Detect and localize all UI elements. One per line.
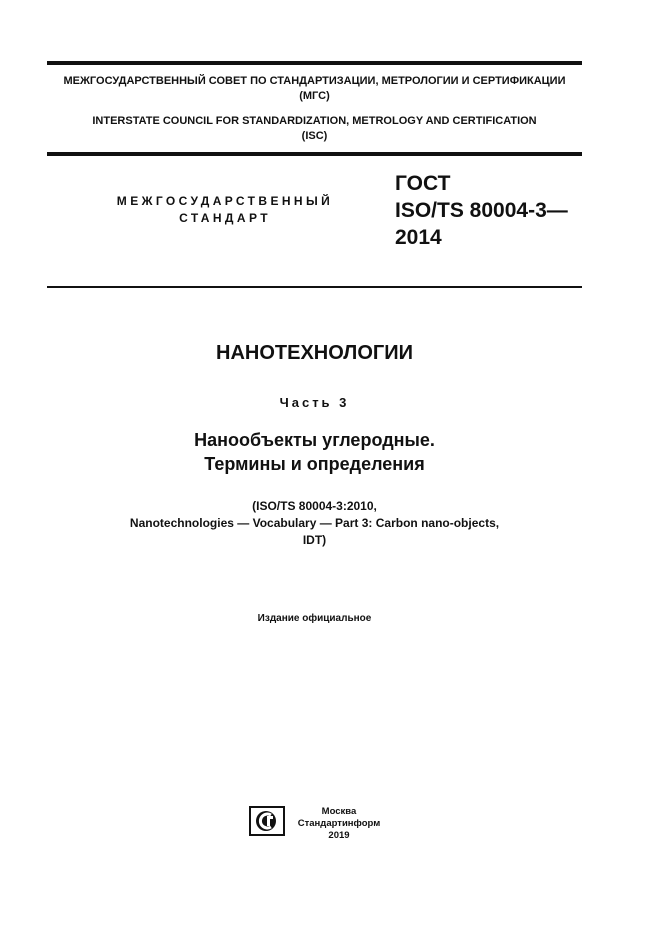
- iso-ref-line3: IDT): [302, 533, 327, 547]
- gost-line1: ГОСТ: [395, 172, 451, 195]
- council-rule: [47, 152, 582, 156]
- standard-type-line1: МЕЖГОСУДАРСТВЕННЫЙ: [116, 194, 334, 208]
- gost-line3: 2014: [395, 226, 442, 249]
- iso-ref-line2: Nanotechnologies — Vocabulary — Part 3: Carbon nano-objects,: [129, 516, 500, 530]
- standard-type-line2: СТАНДАРТ: [179, 211, 271, 225]
- publisher-name: Стандартинформ: [297, 818, 381, 829]
- council-en-name: INTERSTATE COUNCIL FOR STANDARDIZATION, METROLOGY AND CERTIFICATION: [92, 115, 537, 127]
- council-ru-name: МЕЖГОСУДАРСТВЕННЫЙ СОВЕТ ПО СТАНДАРТИЗАЦИИ, МЕТРОЛОГИИ И СЕРТИФИКАЦИИ: [63, 75, 566, 87]
- publisher-year: 2019: [328, 830, 350, 841]
- edition-note: Издание официальное: [257, 613, 372, 624]
- council-en-block: [47, 114, 582, 144]
- standard-type: [100, 193, 350, 227]
- publisher-city: Москва: [321, 806, 357, 817]
- gost-line2: ISO/TS 80004-3—: [395, 199, 568, 222]
- council-ru-block: [47, 74, 582, 104]
- document-subtitle: [47, 428, 582, 476]
- council-ru-abbr: (МГС): [299, 90, 330, 102]
- designation-rule: [47, 286, 582, 288]
- council-en-abbr: (ISC): [301, 130, 328, 142]
- iso-ref-line1: (ISO/TS 80004-3:2010,: [252, 499, 377, 513]
- document-title: НАНОТЕХНОЛОГИИ: [216, 342, 413, 364]
- gost-designation: [395, 170, 568, 251]
- top-rule: [47, 61, 582, 65]
- publisher-block: [294, 806, 384, 842]
- subtitle-line1: Нанообъекты углеродные.: [194, 430, 435, 450]
- part-number: Часть 3: [279, 395, 350, 410]
- publisher-logo-icon: [249, 806, 285, 836]
- subtitle-line2: Термины и определения: [204, 454, 425, 474]
- iso-reference: [47, 498, 582, 549]
